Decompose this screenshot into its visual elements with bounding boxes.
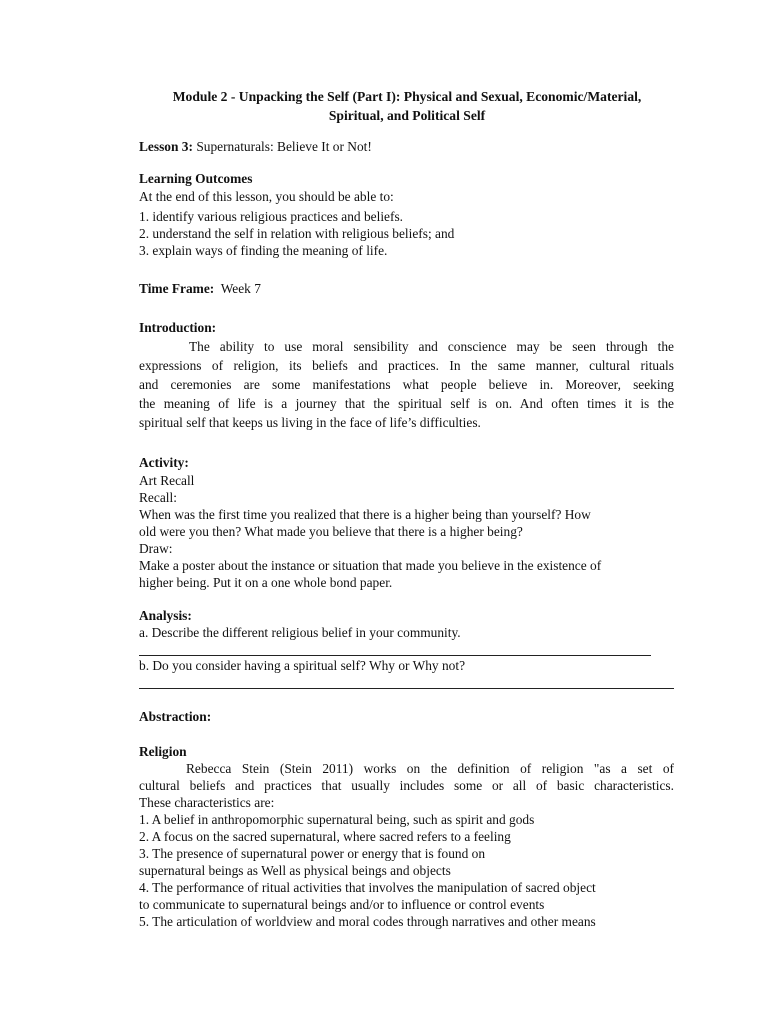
learning-outcome-item: 3. explain ways of finding the meaning of life.	[139, 243, 388, 258]
activity-line: Recall:	[139, 490, 177, 505]
religion-line: 2. A focus on the sacred supernatural, where sacred refers to a feeling	[139, 829, 511, 844]
answer-line	[139, 688, 674, 689]
module-title-line-2: Spiritual, and Political Self	[328, 108, 486, 123]
activity-line: higher being. Put it on a one whole bond paper.	[139, 575, 393, 590]
learning-outcome-item: 1. identify various religious practices and beliefs.	[139, 209, 404, 224]
analysis-item: a. Describe the different religious belief in your community.	[139, 625, 461, 640]
religion-line: Rebecca Stein (Stein 2011) works on the definition of religion "as a set of	[186, 761, 674, 776]
learning-outcomes-intro: At the end of this lesson, you should be able to:	[139, 189, 394, 204]
learning-outcome-item: 2. understand the self in relation with religious beliefs; and	[139, 226, 455, 241]
activity-line: old were you then? What made you believe that there is a higher being?	[139, 524, 523, 539]
religion-line: to communicate to supernatural beings and/or to influence or control events	[139, 897, 545, 912]
module-title-line-1: Module 2 - Unpacking the Self (Part I): Physical and Sexual, Economic/Material,	[172, 89, 642, 104]
religion-line: cultural beliefs and practices that usually includes some or all of basic characteristics.	[139, 778, 674, 793]
analysis-heading: Analysis:	[139, 608, 192, 623]
time-frame-line	[139, 280, 261, 297]
learning-outcomes-heading: Learning Outcomes	[139, 171, 253, 186]
introduction-heading: Introduction:	[139, 320, 217, 335]
activity-line: When was the first time you realized that there is a higher being than yourself? How	[139, 507, 591, 522]
introduction-line: spiritual self that keeps us living in the face of life’s difficulties.	[139, 415, 481, 430]
religion-line: These characteristics are:	[139, 795, 275, 810]
activity-heading: Activity:	[139, 455, 189, 470]
lesson-line	[139, 138, 372, 155]
introduction-line: the meaning of life is a journey that the spiritual self is on. And often times it is the	[139, 396, 674, 411]
time-frame-value: Week 7	[220, 281, 261, 296]
analysis-item: b. Do you consider having a spiritual self? Why or Why not?	[139, 658, 466, 673]
introduction-line: The ability to use moral sensibility and conscience may be seen through the	[189, 339, 674, 354]
religion-line: 3. The presence of supernatural power or energy that is found on	[139, 846, 486, 861]
lesson-label: Lesson 3:	[139, 139, 193, 154]
abstraction-heading: Abstraction:	[139, 709, 212, 724]
introduction-line: and ceremonies are some manifestations what people believe in. Moreover, seeking	[139, 377, 674, 392]
lesson-title: Supernaturals: Believe It or Not!	[196, 139, 372, 154]
religion-line: 1. A belief in anthropomorphic supernatural being, such as spirit and gods	[139, 812, 535, 827]
introduction-line: expressions of religion, its beliefs and practices. In the same manner, cultural rituals	[139, 358, 674, 373]
activity-line: Art Recall	[139, 473, 195, 488]
religion-line: supernatural beings as Well as physical beings and objects	[139, 863, 451, 878]
time-frame-label: Time Frame:	[139, 281, 215, 296]
religion-line: 4. The performance of ritual activities that involves the manipulation of sacred object	[139, 880, 596, 895]
answer-line	[139, 655, 651, 656]
religion-heading: Religion	[139, 744, 187, 759]
activity-line: Draw:	[139, 541, 173, 556]
religion-line: 5. The articulation of worldview and moral codes through narratives and other means	[139, 914, 596, 929]
activity-line: Make a poster about the instance or situation that made you believe in the existence of	[139, 558, 602, 573]
